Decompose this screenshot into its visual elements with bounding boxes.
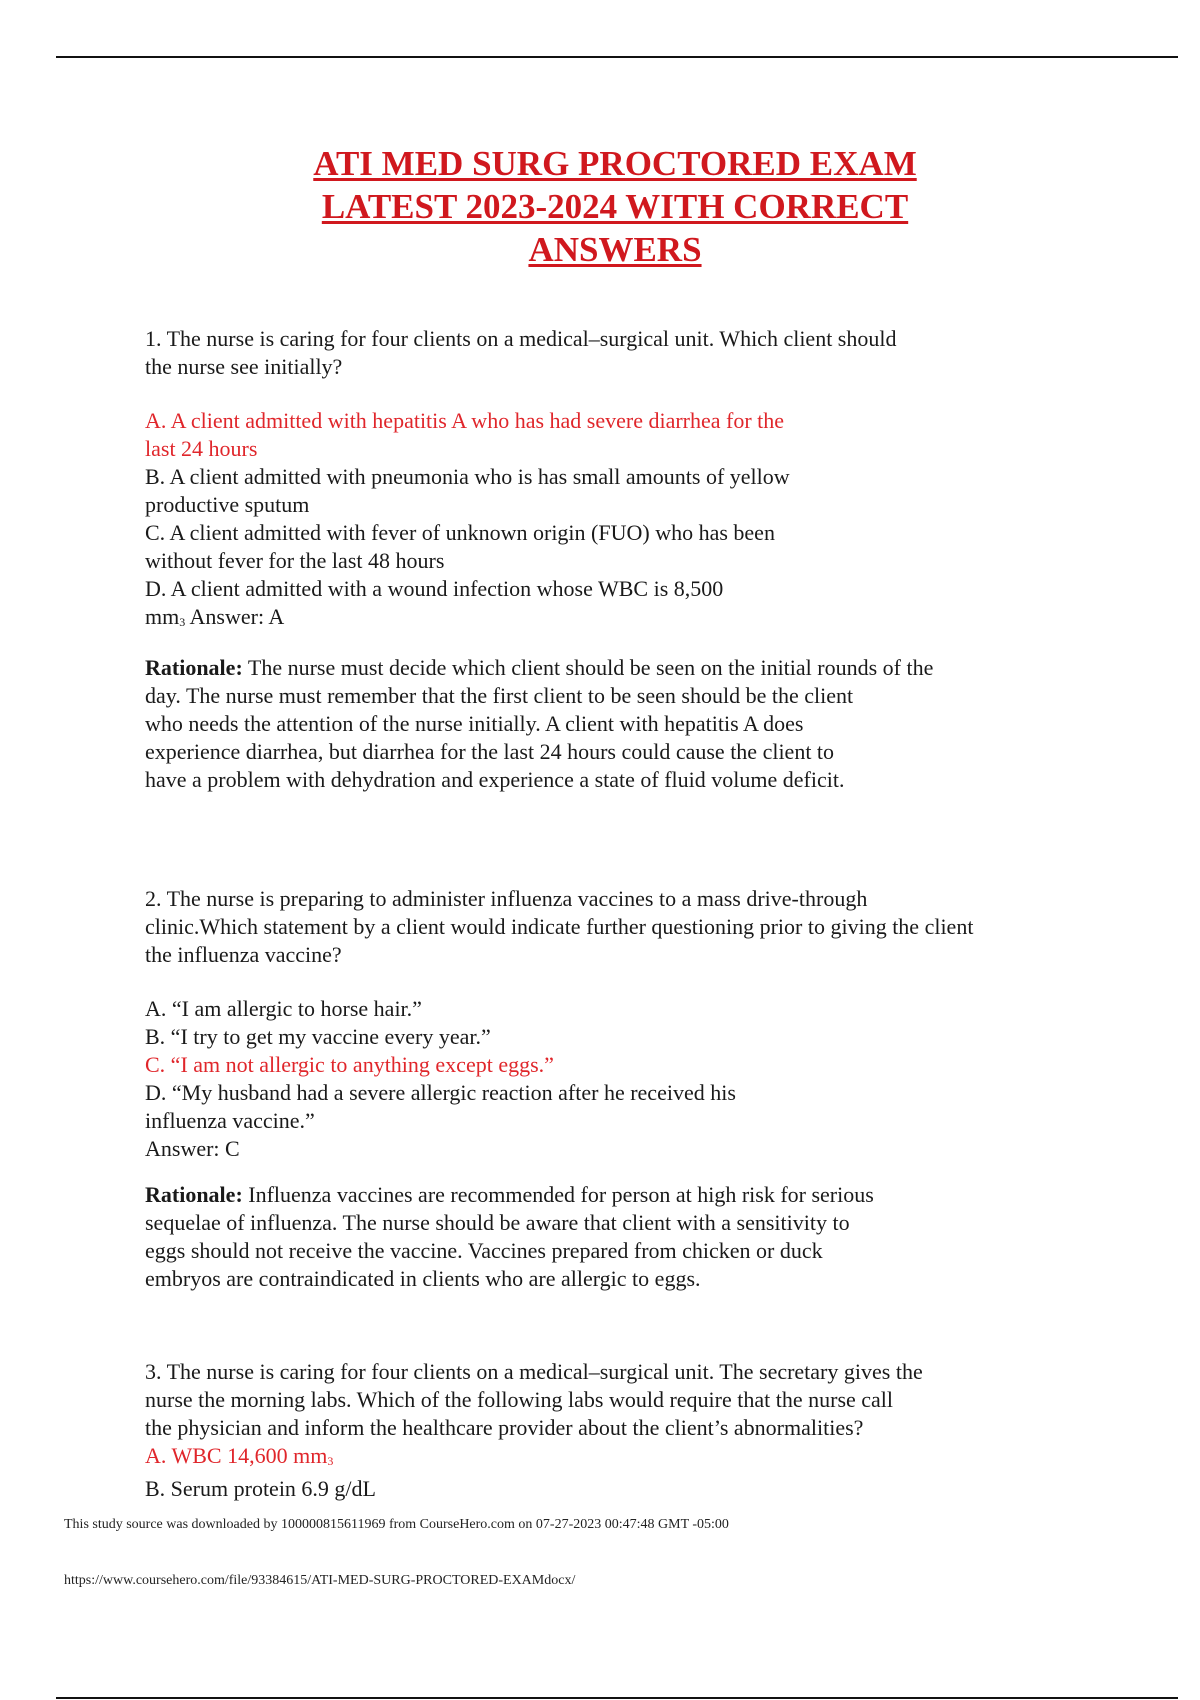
q1-d-unit: mm <box>145 604 180 629</box>
q3-option-a <box>145 1442 1085 1475</box>
q2-stem-line-1: 2. The nurse is preparing to administer influenza vaccines to a mass drive-through <box>145 886 868 911</box>
q3-stem-line-1: 3. The nurse is caring for four clients on a medical–surgical unit. The secretary gives the <box>145 1359 923 1384</box>
q2-rationale-line-1 <box>145 1181 1085 1209</box>
q1-stem-line-1: 1. The nurse is caring for four clients on a medical–surgical unit. Which client should <box>145 326 897 351</box>
q1-answer: Answer: A <box>189 604 285 629</box>
q2-option-d-line-1: D. “My husband had a severe allergic reaction after he received his <box>145 1080 736 1105</box>
q3-option-b: B. Serum protein 6.9 g/dL <box>145 1476 376 1501</box>
q2-option-d-line-2: influenza vaccine.” <box>145 1108 315 1133</box>
question-3 <box>145 1358 1085 1503</box>
question-1 <box>145 325 1085 794</box>
q1-option-c-line-2: without fever for the last 48 hours <box>145 548 445 573</box>
q1-rationale-line-4: experience diarrhea, but diarrhea for the last 24 hours could cause the client to <box>145 739 835 764</box>
q2-rationale-line-4: embryos are contraindicated in clients who are allergic to eggs. <box>145 1266 701 1291</box>
q3-option-a-text: A. WBC 14,600 mm <box>145 1443 328 1468</box>
q1-option-b-line-2: productive sputum <box>145 492 310 517</box>
q2-rationale-line-3: eggs should not receive the vaccine. Vaccines prepared from chicken or duck <box>145 1238 823 1263</box>
q1-option-d-line-2 <box>145 603 1085 636</box>
q3-stem-line-3: the physician and inform the healthcare provider about the client’s abnormalities? <box>145 1415 864 1440</box>
question-2 <box>145 885 1085 1293</box>
document-title <box>150 142 1080 271</box>
q1-rationale-label: Rationale: <box>145 655 243 680</box>
q2-option-c: C. “I am not allergic to anything except eggs.” <box>145 1052 554 1077</box>
q2-option-b: B. “I try to get my vaccine every year.” <box>145 1024 491 1049</box>
title-line-3: ANSWERS <box>528 230 702 269</box>
title-line-1: ATI MED SURG PROCTORED EXAM <box>313 144 917 183</box>
q2-stem-line-2: clinic.Which statement by a client would indicate further questioning prior to giving the client <box>145 914 974 939</box>
q1-option-c-line-1: C. A client admitted with fever of unknown origin (FUO) who has been <box>145 520 775 545</box>
q1-stem-line-2: the nurse see initially? <box>145 354 343 379</box>
q1-rationale-line-3: who needs the attention of the nurse initially. A client with hepatitis A does <box>145 711 804 736</box>
q3-stem-line-2: nurse the morning labs. Which of the following labs would require that the nurse call <box>145 1387 894 1412</box>
q2-option-a: A. “I am allergic to horse hair.” <box>145 996 422 1021</box>
top-rule <box>56 56 1178 58</box>
q1-option-a-line-1: A. A client admitted with hepatitis A who has had severe diarrhea for the <box>145 408 785 433</box>
q3-option-a-sup: 3 <box>327 1454 334 1468</box>
q2-answer: Answer: C <box>145 1136 240 1161</box>
q1-rationale-line-5: have a problem with dehydration and experience a state of fluid volume deficit. <box>145 767 845 792</box>
q1-rationale-line-1 <box>145 654 1085 682</box>
q1-rationale-text-1: The nurse must decide which client should be seen on the initial rounds of the <box>247 655 934 680</box>
q2-rationale-label: Rationale: <box>145 1182 243 1207</box>
q1-rationale-line-2: day. The nurse must remember that the first client to be seen should be the client <box>145 683 854 708</box>
q1-d-sup: 3 <box>179 615 186 629</box>
q2-rationale-text-1: Influenza vaccines are recommended for person at high risk for serious <box>248 1182 874 1207</box>
q1-option-d-line-1: D. A client admitted with a wound infection whose WBC is 8,500 <box>145 576 724 601</box>
q1-option-b-line-1: B. A client admitted with pneumonia who is has small amounts of yellow <box>145 464 790 489</box>
title-line-2: LATEST 2023-2024 WITH CORRECT <box>321 187 909 226</box>
source-url[interactable]: https://www.coursehero.com/file/93384615/ATI-MED-SURG-PROCTORED-EXAMdocx/ <box>64 1573 576 1588</box>
q1-option-a-line-2: last 24 hours <box>145 436 258 461</box>
q2-stem-line-3: the influenza vaccine? <box>145 942 342 967</box>
bottom-rule <box>56 1697 1178 1699</box>
q2-rationale-line-2: sequelae of influenza. The nurse should be aware that client with a sensitivity to <box>145 1210 850 1235</box>
download-note: This study source was downloaded by 100000815611969 from CourseHero.com on 07-27-2023 00:47:48 GMT -05:00 <box>64 1517 729 1532</box>
